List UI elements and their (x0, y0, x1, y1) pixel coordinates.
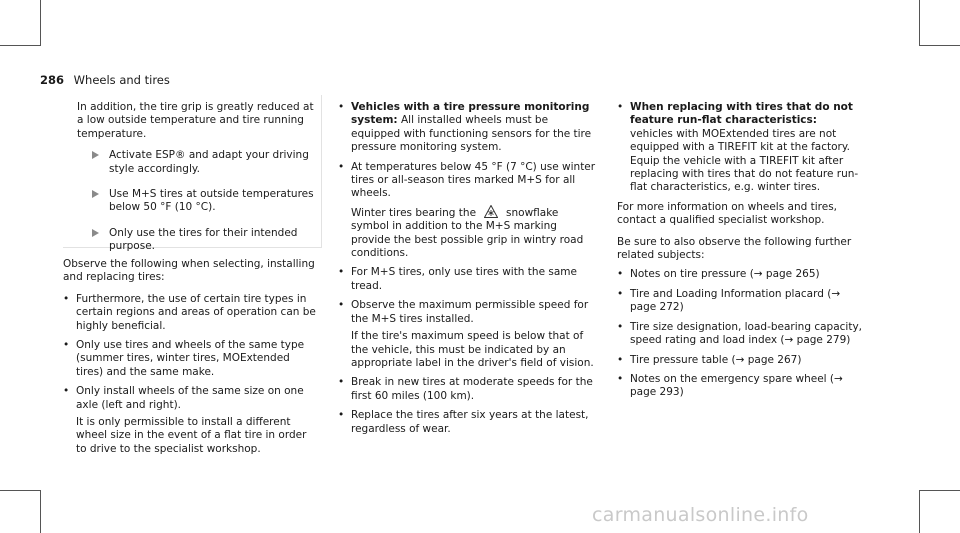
bullet-dot-icon: • (338, 376, 345, 389)
watermark: carmanualsonline.info (592, 504, 809, 526)
step-text: Activate ESP® and adapt your driving style accordingly. (109, 149, 309, 175)
column-3 (617, 101, 862, 406)
crop-mark (919, 45, 960, 46)
list-item: • Only install wheels of the same size on one axle (left and right). It is only permissible to install a different wheel size in the event of a flat tire in order to drive to the specialist workshop. (63, 385, 319, 456)
intro-text: In addition, the tire grip is greatly reduced at a low outside temperature and tire running temperature. (77, 101, 314, 140)
bullet-dot-icon: • (63, 292, 70, 305)
bullet-dot-icon: • (617, 101, 624, 113)
list-item: • Replace the tires after six years at the latest, regardless of wear. (338, 409, 589, 435)
bullet-dot-icon: • (338, 299, 345, 312)
list-item: • Vehicles with a tire pressure monitoring system: All installed wheels must be equipped with functioning sensors for the tire pressure monitoring system. (338, 101, 592, 154)
crop-mark (919, 490, 920, 533)
list-item: • Break in new tires at moderate speeds for the first 60 miles (100 km). (338, 376, 593, 402)
bullet-dot-icon: • (338, 101, 345, 113)
triangle-arrow-icon (92, 229, 99, 237)
bullet-list (63, 293, 319, 456)
list-item: • At temperatures below 45 °F (7 °C) use winter tires or all-season tires marked M+S for all wheels. Winter tires bearing the snowflake symbol in addition to the M+S marking provide the best possible grip in wintry road conditions. (338, 161, 598, 261)
list-item: • Only use tires and wheels of the same type (summer tires, winter tires, MOExtended tires) and the same make. (63, 339, 305, 378)
bullet-dot-icon: • (338, 266, 345, 279)
section-title: Wheels and tires (73, 73, 170, 87)
step-item (77, 227, 315, 254)
related-intro: Be sure to also observe the following further related subjects: (617, 235, 852, 262)
bullet-dot-icon: • (617, 268, 624, 281)
column-1 (77, 101, 315, 266)
bullet-dot-icon: • (63, 385, 70, 398)
step-text: Only use the tires for their intended purpose. (109, 226, 298, 253)
triangle-arrow-icon (92, 190, 99, 198)
crop-mark (919, 0, 920, 45)
list-item: • For M+S tires, only use tires with the same tread. (338, 266, 577, 292)
page-number: 286 (40, 73, 65, 87)
reference-list (617, 268, 862, 399)
bullet-list (338, 101, 598, 436)
step-item (77, 149, 315, 176)
bullet-dot-icon: • (617, 372, 624, 385)
observe-text: Observe the following when selecting, installing and replacing tires: (63, 258, 315, 284)
crop-mark (40, 0, 41, 45)
mountain-snowflake-icon (484, 205, 498, 218)
info-text: For more information on wheels and tires, contact a qualified specialist workshop. (617, 200, 838, 227)
reference-link[interactable]: • Tire size designation, load-bearing capacity, speed rating and load index (→ page 279) (617, 320, 862, 347)
bullet-dot-icon: • (617, 353, 624, 366)
column-1-lower (63, 258, 319, 462)
list-item-continuation: It is only permissible to install a different wheel size in the event of a flat tire in order to drive to the specialist workshop. (76, 416, 307, 455)
bullet-dot-icon: • (338, 409, 345, 422)
list-item-continuation: If the tire's maximum speed is below that of the vehicle, this must be indicated by an appropriate label in the driver's field of vision. (351, 330, 594, 369)
column-2 (338, 101, 598, 442)
page-header (40, 73, 170, 87)
step-item (77, 188, 315, 215)
reference-link[interactable]: • Tire and Loading Information placard (→ page 272) (617, 287, 841, 314)
bullet-dot-icon: • (617, 320, 624, 333)
triangle-arrow-icon (92, 151, 99, 159)
list-item: • Furthermore, the use of certain tire types in certain regions and areas of operation can be highly beneficial. (63, 292, 316, 332)
crop-mark (0, 45, 41, 46)
list-item: • Observe the maximum permissible speed for the M+S tires installed. If the tire's maximum speed is below that of the vehicle, this must be indicated by an appropriate label in the driver's field of vision. (338, 299, 598, 370)
step-text: Use M+S tires at outside temperatures below 50 °F (10 °C). (109, 188, 314, 214)
reference-link[interactable]: • Tire pressure table (→ page 267) (617, 353, 802, 366)
bullet-list (617, 101, 862, 195)
bullet-dot-icon: • (617, 287, 624, 300)
crop-mark (919, 490, 960, 491)
reference-link[interactable]: • Notes on tire pressure (→ page 265) (617, 268, 820, 281)
reference-link[interactable]: • Notes on the emergency spare wheel (→ page 293) (617, 372, 843, 399)
bullet-dot-icon: • (63, 339, 70, 352)
list-item: • When replacing with tires that do not feature run-flat characteristics: vehicles with MOExtended tires are not equipped with a TIREFIT kit at the factory. Equip the vehicle with a TIREFIT kit after replacing with tires that do not feature run-flat characteristics, e.g. winter tires. (617, 101, 859, 194)
crop-mark (0, 490, 41, 491)
bullet-dot-icon: • (338, 160, 345, 173)
crop-mark (40, 490, 41, 533)
list-item-continuation: Winter tires bearing the snowflake symbol in addition to the M+S marking provide the best possible grip in wintry road conditions. (351, 206, 584, 260)
